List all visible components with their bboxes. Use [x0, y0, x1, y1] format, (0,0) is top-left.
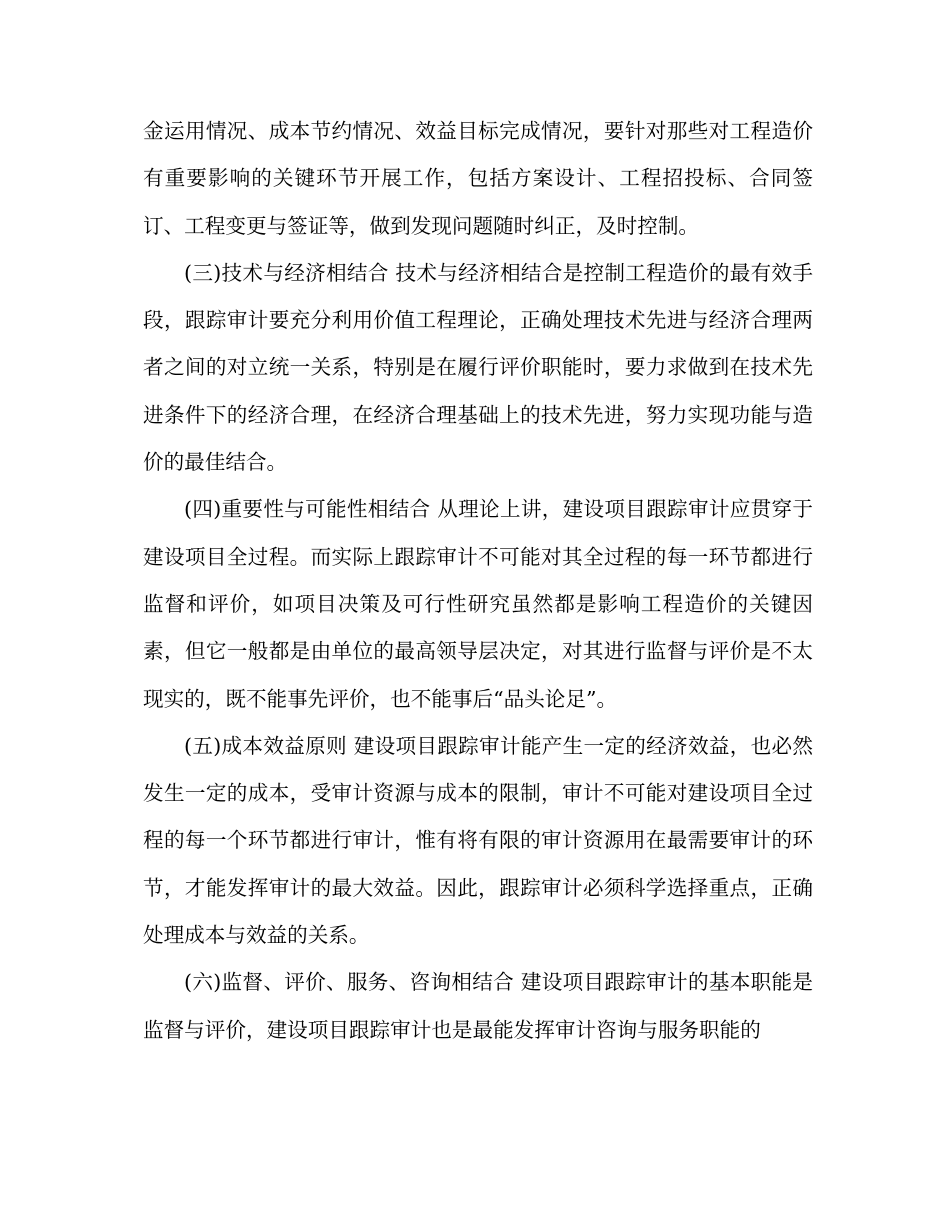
document-body	[143, 108, 813, 1054]
paragraph-supervision-consulting: (六)监督、评价、服务、咨询相结合 建设项目跟踪审计的基本职能是监督与评价，建设项目跟踪审计也是最能发挥审计咨询与服务职能的	[143, 970, 813, 1042]
paragraph-importance-feasibility: (四)重要性与可能性相结合 从理论上讲，建设项目跟踪审计应贯穿于建设项目全过程。而实际上跟踪审计不可能对其全过程的每一环节都进行监督和评价，如项目决策及可行性研究虽然都是影响工程造价的关键因素，但它一般都是由单位的最高领导层决定，对其进行监督与评价是不太现实的，既不能事先评价，也不能事后“品头论足”。	[143, 497, 813, 711]
paragraph-continuation: 金运用情况、成本节约情况、效益目标完成情况，要针对那些对工程造价有重要影响的关键环节开展工作，包括方案设计、工程招投标、合同签订、工程变更与签证等，做到发现问题随时纠正，及时控制。	[143, 119, 813, 238]
paragraph-cost-benefit: (五)成本效益原则 建设项目跟踪审计能产生一定的经济效益，也必然发生一定的成本，受审计资源与成本的限制，审计不可能对建设项目全过程的每一个环节都进行审计，惟有将有限的审计资源用在最需要审计的环节，才能发挥审计的最大效益。因此，跟踪审计必须科学选择重点，正确处理成本与效益的关系。	[143, 733, 813, 948]
paragraph-tech-economy: (三)技术与经济相结合 技术与经济相结合是控制工程造价的最有效手段，跟踪审计要充分利用价值工程理论，正确处理技术先进与经济合理两者之间的对立统一关系，特别是在履行评价职能时，要力求做到在技术先进条件下的经济合理，在经济合理基础上的技术先进，努力实现功能与造价的最佳结合。	[143, 260, 813, 475]
